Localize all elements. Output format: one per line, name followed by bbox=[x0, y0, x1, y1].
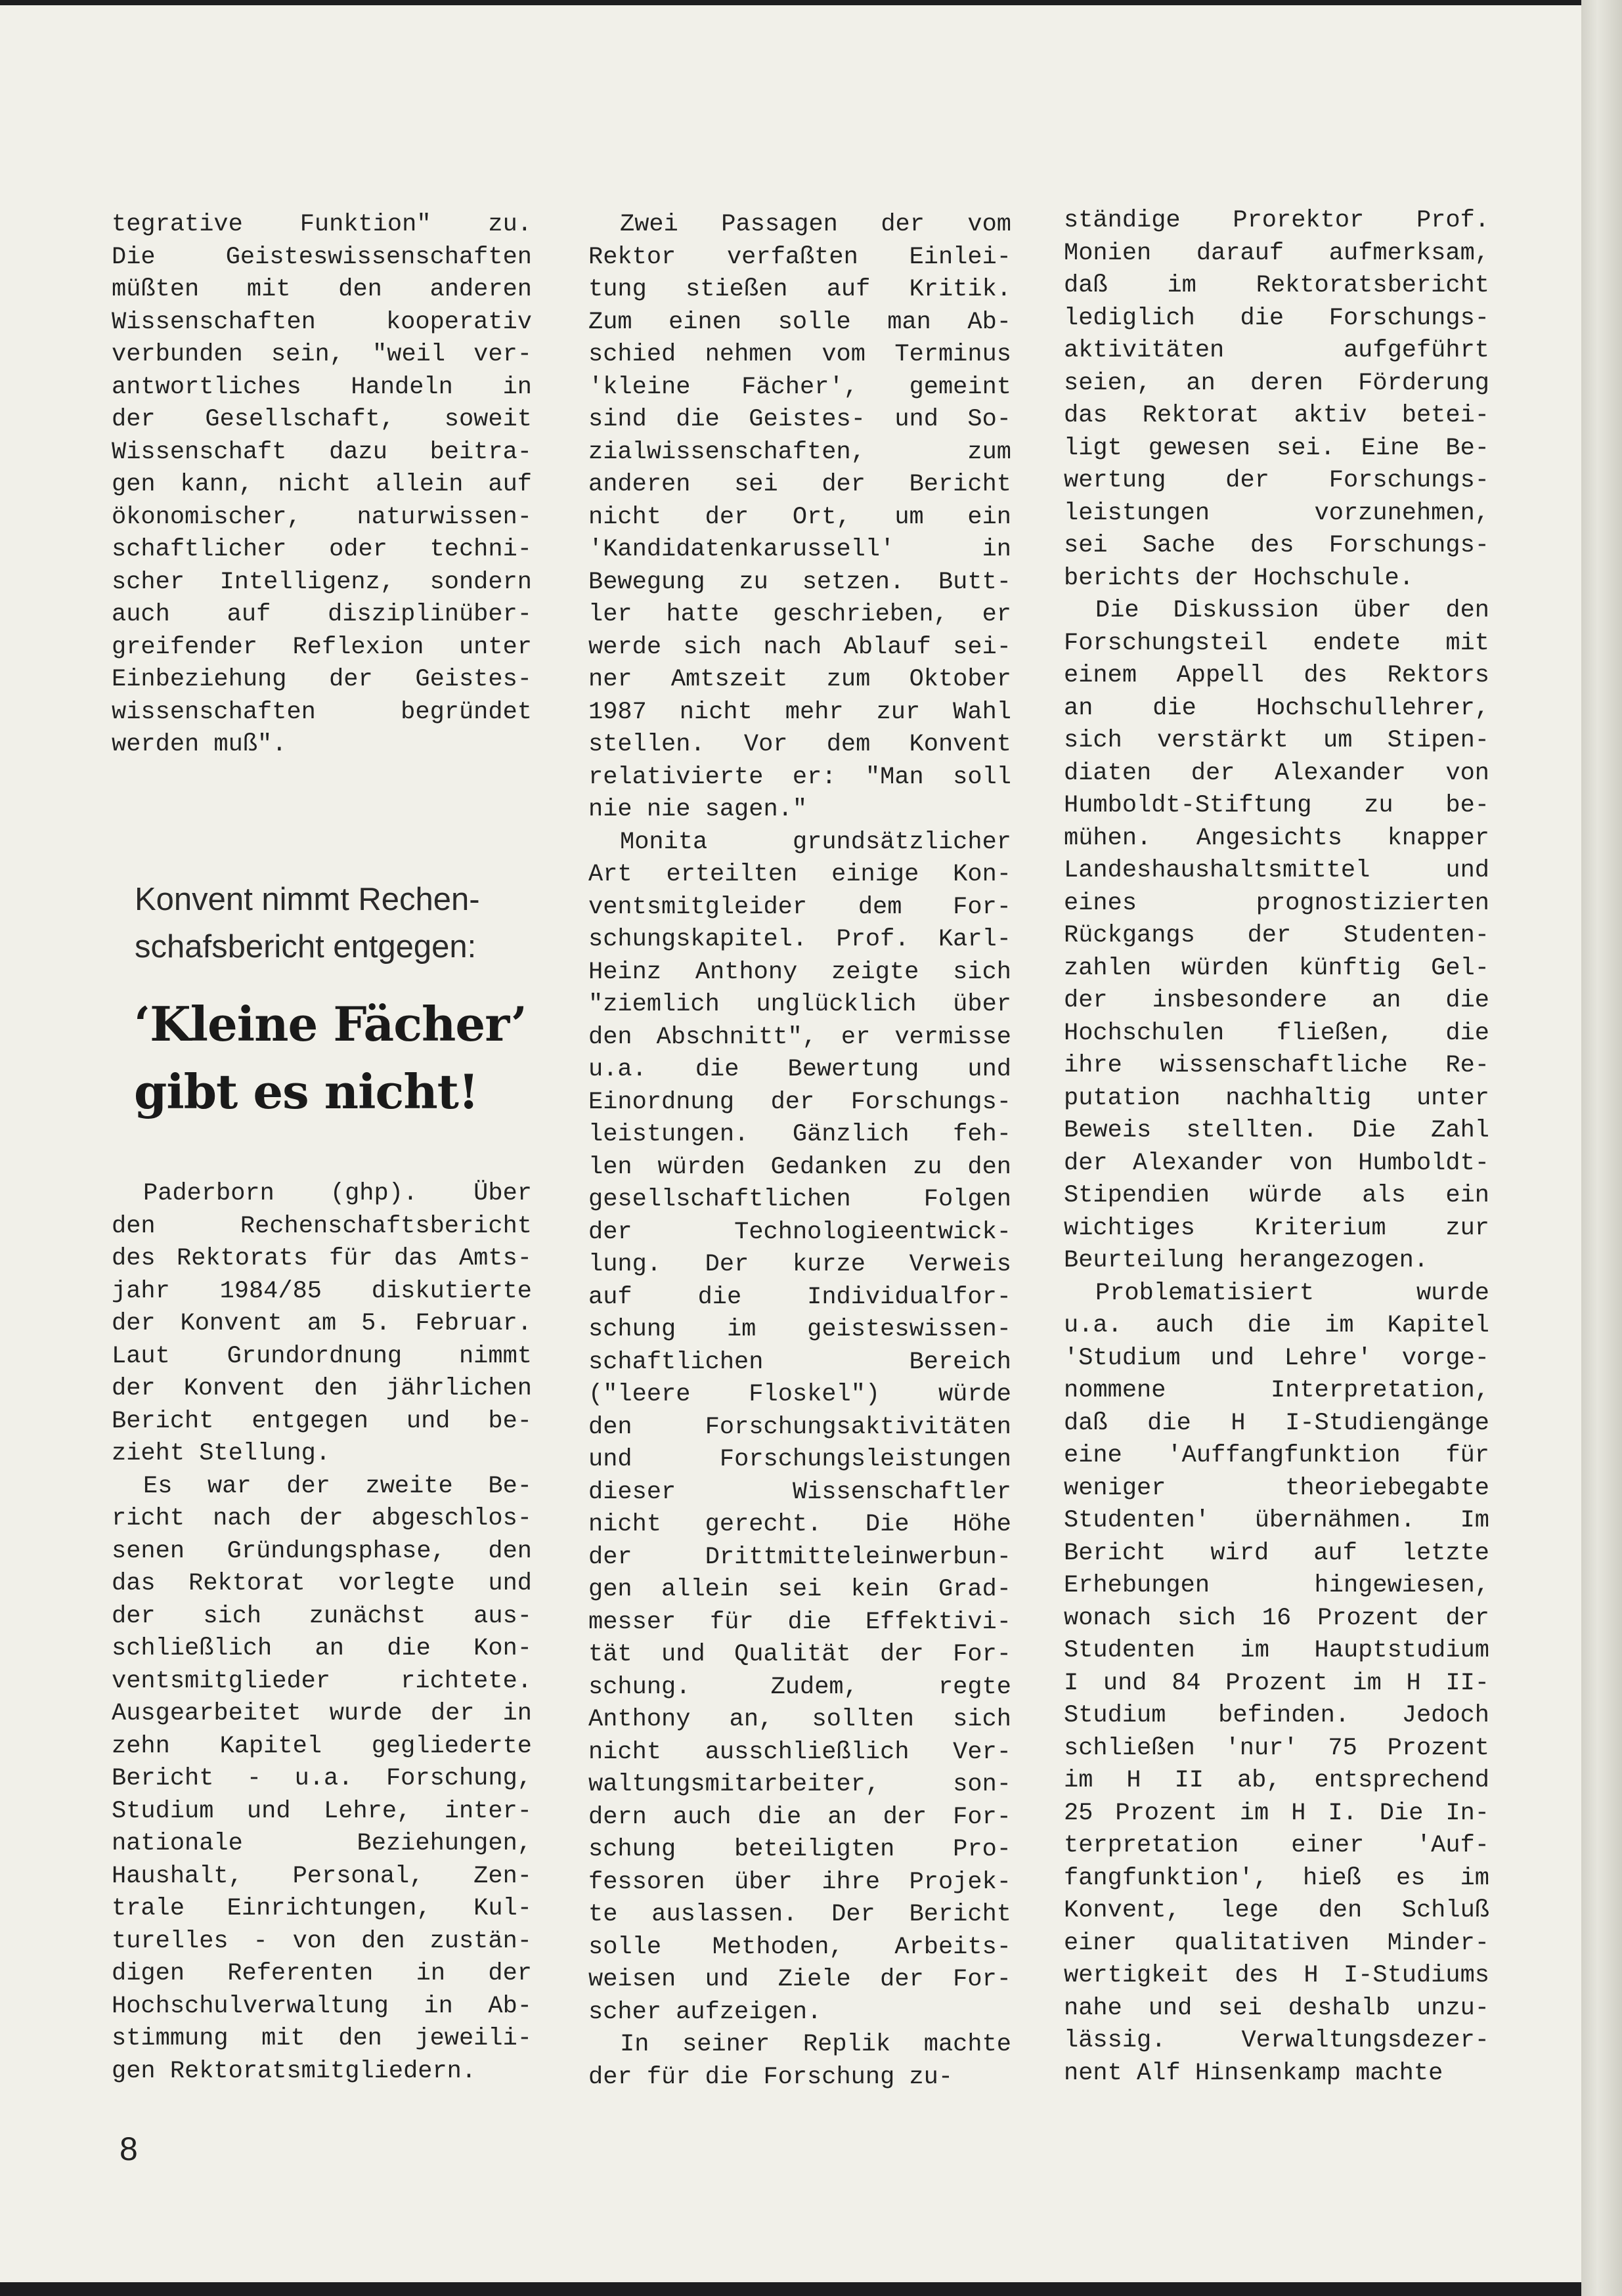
column-1-continuation bbox=[112, 209, 532, 762]
text-line: Bericht - u.a. Forschung, bbox=[112, 1765, 532, 1792]
text-line: Problematisiert wurde bbox=[1095, 1279, 1489, 1307]
text-line: zialwissenschaften, zum bbox=[588, 438, 1011, 466]
text-line: gen allein sei kein Grad- bbox=[588, 1576, 1011, 1603]
text-line: 'kleine Fächer', gemeint bbox=[588, 373, 1011, 401]
text-line: Anthony an, sollten sich bbox=[588, 1706, 1011, 1733]
text-line: nahe und sei deshalb unzu- bbox=[1064, 1994, 1489, 2022]
text-line: solle Methoden, Arbeits- bbox=[588, 1933, 1011, 1961]
text-line: zehn Kapitel gegliederte bbox=[112, 1732, 532, 1760]
text-line: Die Geisteswissenschaften bbox=[112, 243, 532, 271]
text-line: diaten der Alexander von bbox=[1064, 759, 1489, 787]
text-line: Wissenschaft dazu beitra- bbox=[112, 438, 532, 466]
text-line: lediglich die Forschungs- bbox=[1064, 304, 1489, 332]
text-line: Rektor verfaßten Einlei- bbox=[588, 243, 1011, 271]
text-line: ihre wissenschaftliche Re- bbox=[1064, 1052, 1489, 1079]
text-line: scher Intelligenz, sondern bbox=[112, 568, 532, 596]
article-headline bbox=[134, 990, 554, 1125]
text-line: nicht der Ort, um ein bbox=[588, 503, 1011, 531]
column-1-article-body bbox=[112, 1178, 532, 2088]
text-line: das Rektorat vorlegte und bbox=[112, 1570, 532, 1597]
text-line: Es war der zweite Be- bbox=[143, 1472, 532, 1500]
text-line: Hochschulen fließen, die bbox=[1064, 1019, 1489, 1047]
text-line: daß die H I-Studiengänge bbox=[1064, 1409, 1489, 1437]
text-line: relativierte er: "Man soll bbox=[588, 763, 1011, 791]
text-line: lässig. Verwaltungsdezer- bbox=[1064, 2027, 1489, 2054]
text-line: Forschungsteil endete mit bbox=[1064, 629, 1489, 657]
text-line: Studium und Lehre, inter- bbox=[112, 1797, 532, 1825]
text-line: schung. Zudem, regte bbox=[588, 1673, 1011, 1701]
text-line: nent Alf Hinsenkamp machte bbox=[1064, 2059, 1443, 2087]
text-line: "ziemlich unglücklich über bbox=[588, 991, 1011, 1018]
text-line: wissenschaften begründet bbox=[112, 698, 532, 726]
text-line: ler hatte geschrieben, er bbox=[588, 601, 1011, 628]
text-line: Monita grundsätzlicher bbox=[620, 828, 1011, 856]
text-line: Bericht entgegen und be- bbox=[112, 1407, 532, 1435]
text-line: schließlich an die Kon- bbox=[112, 1635, 532, 1662]
text-line: Rückgangs der Studenten- bbox=[1064, 922, 1489, 949]
text-line: Konvent, lege den Schluß bbox=[1064, 1897, 1489, 1924]
text-line: Einordnung der Forschungs- bbox=[588, 1088, 1011, 1116]
text-line: Zwei Passagen der vom bbox=[620, 211, 1011, 238]
text-line: müßten mit den anderen bbox=[112, 276, 532, 303]
text-line: 1987 nicht mehr zur Wahl bbox=[588, 698, 1011, 726]
text-line: nationale Beziehungen, bbox=[112, 1830, 532, 1857]
text-line: eines prognostizierten bbox=[1064, 889, 1489, 917]
page-edge bbox=[1581, 0, 1622, 2296]
text-line: der insbesondere an die bbox=[1064, 987, 1489, 1014]
text-line: zieht Stellung. bbox=[112, 1440, 331, 1467]
text-line: ligt gewesen sei. Eine Be- bbox=[1064, 434, 1489, 462]
text-line: Beweis stellten. Die Zahl bbox=[1064, 1117, 1489, 1144]
text-line: eine 'Auffangfunktion für bbox=[1064, 1442, 1489, 1469]
text-line: Monien darauf aufmerksam, bbox=[1064, 239, 1489, 267]
text-line: Humboldt-Stiftung zu be- bbox=[1064, 792, 1489, 819]
kicker-line: Konvent nimmt Rechen- bbox=[135, 882, 480, 917]
text-line: senen Gründungsphase, den bbox=[112, 1537, 532, 1565]
text-line: der Alexander von Humboldt- bbox=[1064, 1149, 1489, 1177]
text-line: den Abschnitt", er vermisse bbox=[588, 1023, 1011, 1051]
text-line: im H II ab, entsprechend bbox=[1064, 1767, 1489, 1794]
text-line: Die Diskussion über den bbox=[1095, 597, 1489, 624]
text-line: wonach sich 16 Prozent der bbox=[1064, 1604, 1489, 1632]
text-line: werden muß". bbox=[112, 731, 287, 758]
text-line: ventsmitgleider dem For- bbox=[588, 893, 1011, 921]
text-line: Ausgearbeitet wurde der in bbox=[112, 1700, 532, 1727]
text-line: 'Studium und Lehre' vorge- bbox=[1064, 1344, 1489, 1372]
text-line: 'Kandidatenkarussell' in bbox=[588, 536, 1011, 563]
text-line: gen Rektoratsmitgliedern. bbox=[112, 2057, 477, 2085]
text-line: Landeshaushaltsmittel und bbox=[1064, 857, 1489, 884]
text-line: anderen sei der Bericht bbox=[588, 471, 1011, 498]
text-line: dieser Wissenschaftler bbox=[588, 1478, 1011, 1506]
text-line: putation nachhaltig unter bbox=[1064, 1084, 1489, 1112]
text-line: leistungen vorzunehmen, bbox=[1064, 499, 1489, 527]
text-line: schaftlicher oder techni- bbox=[112, 536, 532, 563]
text-line: einer qualitativen Minder- bbox=[1064, 1929, 1489, 1957]
text-line: gen kann, nicht allein auf bbox=[112, 471, 532, 498]
text-line: terpretation einer 'Auf- bbox=[1064, 1832, 1489, 1859]
text-line: I und 84 Prozent im H II- bbox=[1064, 1669, 1489, 1697]
text-line: schung im geisteswissen- bbox=[588, 1316, 1011, 1343]
text-line: Studenten im Hauptstudium bbox=[1064, 1637, 1489, 1664]
text-line: aktivitäten aufgeführt bbox=[1064, 337, 1489, 364]
text-line: antwortliches Handeln in bbox=[112, 373, 532, 401]
text-line: tung stießen auf Kritik. bbox=[588, 276, 1011, 303]
text-line: Studenten' übernähmen. Im bbox=[1064, 1507, 1489, 1534]
text-line: schungskapitel. Prof. Karl- bbox=[588, 926, 1011, 953]
text-line: turelles - von den zustän- bbox=[112, 1927, 532, 1955]
text-line: auf die Individualfor- bbox=[588, 1283, 1011, 1311]
text-line: ökonomischer, naturwissen- bbox=[112, 503, 532, 531]
magazine-page bbox=[0, 5, 1581, 2282]
text-line: u.a. auch die im Kapitel bbox=[1064, 1312, 1489, 1339]
text-line: te auslassen. Der Bericht bbox=[588, 1901, 1011, 1928]
text-line: seien, an deren Förderung bbox=[1064, 369, 1489, 397]
text-line: sei Sache des Forschungs- bbox=[1064, 532, 1489, 559]
text-line: nicht gerecht. Die Höhe bbox=[588, 1511, 1011, 1538]
text-line: In seiner Replik machte bbox=[620, 2031, 1011, 2058]
text-line: einem Appell des Rektors bbox=[1064, 662, 1489, 689]
text-line: ständige Prorektor Prof. bbox=[1064, 207, 1489, 234]
text-line: wertung der Forschungs- bbox=[1064, 467, 1489, 494]
text-line: scher aufzeigen. bbox=[588, 1998, 822, 2026]
text-line: len würden Gedanken zu den bbox=[588, 1153, 1011, 1181]
text-line: fangfunktion', hieß es im bbox=[1064, 1864, 1489, 1892]
text-line: sind die Geistes- und So- bbox=[588, 406, 1011, 433]
text-line: Einbeziehung der Geistes- bbox=[112, 666, 532, 693]
text-line: ("leere Floskel") würde bbox=[588, 1381, 1011, 1408]
section-kicker bbox=[135, 876, 529, 970]
text-line: 25 Prozent im H I. Die In- bbox=[1064, 1799, 1489, 1827]
text-line: Laut Grundordnung nimmt bbox=[112, 1342, 532, 1370]
text-line: der Gesellschaft, soweit bbox=[112, 406, 532, 433]
text-line: schaftlichen Bereich bbox=[588, 1348, 1011, 1376]
text-line: Studium befinden. Jedoch bbox=[1064, 1702, 1489, 1729]
text-line: Zum einen solle man Ab- bbox=[588, 308, 1011, 336]
text-line: dern auch die an der For- bbox=[588, 1803, 1011, 1831]
text-line: nommene Interpretation, bbox=[1064, 1377, 1489, 1404]
text-line: schung beteiligten Pro- bbox=[588, 1836, 1011, 1863]
text-line: Heinz Anthony zeigte sich bbox=[588, 958, 1011, 986]
text-line: der Drittmitteleinwerbun- bbox=[588, 1543, 1011, 1571]
text-line: auch auf disziplinüber- bbox=[112, 601, 532, 628]
text-line: nicht ausschließlich Ver- bbox=[588, 1738, 1011, 1766]
text-line: ner Amtszeit zum Oktober bbox=[588, 666, 1011, 693]
headline-line: gibt es nicht! bbox=[134, 1064, 479, 1119]
text-line: verbunden sein, "weil ver- bbox=[112, 341, 532, 368]
column-3-article-body bbox=[1064, 205, 1489, 2090]
text-line: u.a. die Bewertung und bbox=[588, 1056, 1011, 1083]
text-line: stimmung mit den jeweili- bbox=[112, 2025, 532, 2052]
text-line: werde sich nach Ablauf sei- bbox=[588, 633, 1011, 661]
text-line: Wissenschaften kooperativ bbox=[112, 308, 532, 336]
text-line: den Forschungsaktivitäten bbox=[588, 1413, 1011, 1441]
text-line: tegrative Funktion" zu. bbox=[112, 211, 532, 238]
kicker-line: schafsbericht entgegen: bbox=[135, 929, 477, 964]
text-line: und Forschungsleistungen bbox=[588, 1446, 1011, 1473]
text-line: stellen. Vor dem Konvent bbox=[588, 731, 1011, 758]
text-line: an die Hochschullehrer, bbox=[1064, 694, 1489, 722]
text-line: Erhebungen hingewiesen, bbox=[1064, 1572, 1489, 1599]
text-line: das Rektorat aktiv betei- bbox=[1064, 402, 1489, 429]
text-line: berichts der Hochschule. bbox=[1064, 564, 1414, 592]
text-line: schließen 'nur' 75 Prozent bbox=[1064, 1734, 1489, 1762]
text-line: wichtiges Kriterium zur bbox=[1064, 1214, 1489, 1242]
text-line: gesellschaftlichen Folgen bbox=[588, 1186, 1011, 1213]
text-line: Hochschulverwaltung in Ab- bbox=[112, 1992, 532, 2020]
text-line: Paderborn (ghp). Über bbox=[143, 1180, 532, 1207]
text-line: Bewegung zu setzen. Butt- bbox=[588, 568, 1011, 596]
text-line: der Konvent den jährlichen bbox=[112, 1375, 532, 1402]
text-line: lung. Der kurze Verweis bbox=[588, 1251, 1011, 1278]
text-line: weisen und Ziele der For- bbox=[588, 1966, 1011, 1993]
text-line: den Rechenschaftsbericht bbox=[112, 1212, 532, 1240]
text-line: nie nie sagen." bbox=[588, 796, 808, 823]
text-line: ventsmitglieder richtete. bbox=[112, 1667, 532, 1695]
text-line: wertigkeit des H I-Studiums bbox=[1064, 1962, 1489, 1989]
text-line: waltungsmitarbeiter, son- bbox=[588, 1771, 1011, 1798]
column-2-article-body bbox=[588, 209, 1011, 2094]
text-line: sich verstärkt um Stipen- bbox=[1064, 727, 1489, 754]
text-line: der für die Forschung zu- bbox=[588, 2063, 953, 2091]
text-line: Haushalt, Personal, Zen- bbox=[112, 1862, 532, 1890]
text-line: trale Einrichtungen, Kul- bbox=[112, 1895, 532, 1922]
text-line: Art erteilten einige Kon- bbox=[588, 861, 1011, 888]
text-line: fessoren über ihre Projek- bbox=[588, 1868, 1011, 1896]
text-line: mühen. Angesichts knapper bbox=[1064, 824, 1489, 852]
text-line: der Konvent am 5. Februar. bbox=[112, 1310, 532, 1337]
text-line: schied nehmen vom Terminus bbox=[588, 341, 1011, 368]
text-line: tät und Qualität der For- bbox=[588, 1641, 1011, 1668]
text-line: Beurteilung herangezogen. bbox=[1064, 1247, 1429, 1274]
text-line: digen Referenten in der bbox=[112, 1960, 532, 1987]
text-line: zahlen würden künftig Gel- bbox=[1064, 954, 1489, 982]
text-line: greifender Reflexion unter bbox=[112, 633, 532, 661]
text-line: des Rektorats für das Amts- bbox=[112, 1245, 532, 1272]
text-line: Stipendien würde als ein bbox=[1064, 1182, 1489, 1209]
text-line: richt nach der abgeschlos- bbox=[112, 1505, 532, 1532]
text-line: messer für die Effektivi- bbox=[588, 1608, 1011, 1636]
text-line: der sich zunächst aus- bbox=[112, 1602, 532, 1630]
headline-line: ‘Kleine Fächer’ bbox=[134, 996, 527, 1052]
text-line: weniger theoriebegabte bbox=[1064, 1474, 1489, 1502]
text-line: Bericht wird auf letzte bbox=[1064, 1539, 1489, 1567]
text-line: jahr 1984/85 diskutierte bbox=[112, 1277, 532, 1305]
text-line: der Technologieentwick- bbox=[588, 1218, 1011, 1246]
text-line: leistungen. Gänzlich feh- bbox=[588, 1121, 1011, 1148]
text-line: daß im Rektoratsbericht bbox=[1064, 272, 1489, 299]
page-number: 8 bbox=[120, 2131, 138, 2167]
